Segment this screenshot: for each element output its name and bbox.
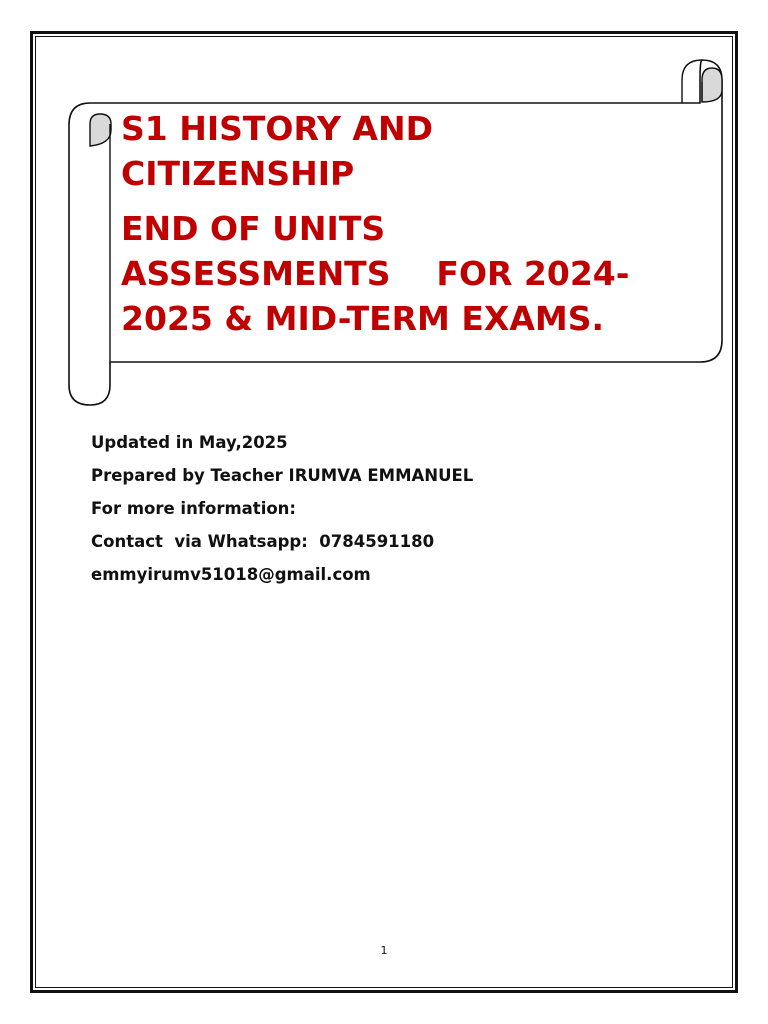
updated-date: Updated in May,2025 [91,433,288,452]
title-line: S1 HISTORY AND [121,109,433,148]
right-curl [702,68,722,102]
email-address: emmyirumv51018@gmail.com [91,565,371,584]
more-info-label: For more information: [91,499,297,518]
subtitle-line: 2025 & MID-TERM EXAMS. [121,299,605,338]
subtitle-line: ASSESSMENTS FOR 2024- [121,254,630,293]
whatsapp-contact: Contact via Whatsapp: 0784591180 [91,532,435,551]
right-roll-outline [682,60,702,103]
prepared-by: Prepared by Teacher IRUMVA EMMANUEL [91,466,474,485]
page-number: 1 [380,944,388,957]
subtitle-line: END OF UNITS [121,209,386,248]
title-line: CITIZENSHIP [121,154,355,193]
document-title [121,106,691,341]
author-info [91,426,691,591]
